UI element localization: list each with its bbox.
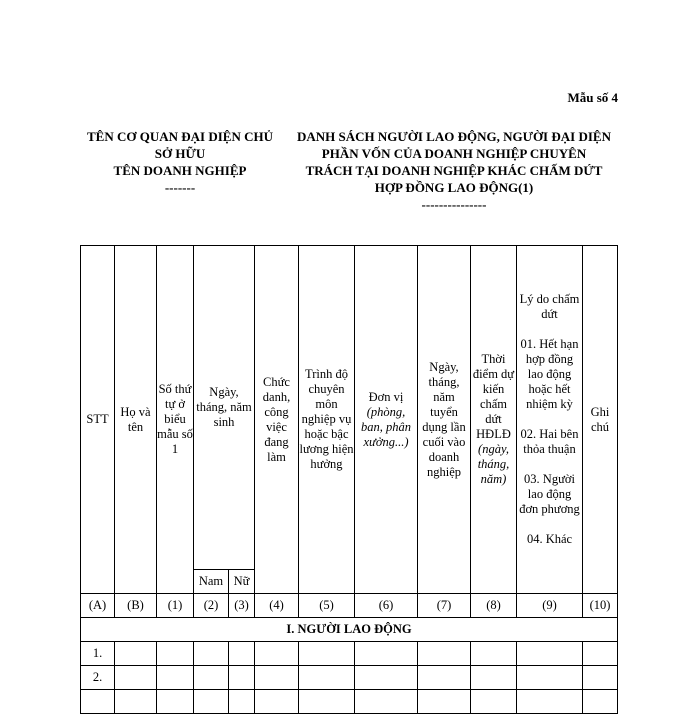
column-code-row xyxy=(81,594,618,618)
code-9: (9) xyxy=(517,594,583,618)
code-2: (2) xyxy=(194,594,229,618)
enterprise-name: TÊN DOANH NGHIỆP xyxy=(113,163,247,178)
document-title xyxy=(288,128,620,213)
header-female: Nữ xyxy=(229,570,255,594)
form-number: Mẫu số 4 xyxy=(567,90,618,105)
header-qualification: Trình độ chuyên môn nghiệp vụ hoặc bậc lương hiện hưởng xyxy=(299,246,355,594)
agency-line-2: SỞ HỮU xyxy=(154,146,206,161)
title-line-2: PHẦN VỐN CỦA DOANH NGHIỆP CHUYÊN xyxy=(321,146,587,161)
title-line-3: TRÁCH TẠI DOANH NGHIỆP KHÁC CHẤM DỨT xyxy=(305,163,603,178)
header-termination-note: (ngày, tháng, năm) xyxy=(477,442,510,486)
header-full-name: Họ và tên xyxy=(115,246,157,594)
table-row xyxy=(81,642,618,666)
header-male: Nam xyxy=(194,570,229,594)
title-line-1: DANH SÁCH NGƯỜI LAO ĐỘNG, NGƯỜI ĐẠI DIỆN xyxy=(297,129,611,144)
title-divider: --------------- xyxy=(421,197,487,212)
agency-divider: ------- xyxy=(164,180,196,195)
reason-04: 04. Khác xyxy=(526,532,573,546)
header-unit xyxy=(355,246,418,594)
table-row xyxy=(81,690,618,714)
reason-03: 03. Người lao động đơn phương xyxy=(519,472,580,516)
agency-header xyxy=(80,128,280,196)
code-5: (5) xyxy=(299,594,355,618)
header-hire-date: Ngày, tháng, năm tuyển dụng lần cuối vào doanh nghiệp xyxy=(418,246,471,594)
header-row xyxy=(81,246,618,570)
header-unit-label: Đơn vị xyxy=(368,389,404,404)
header-position: Chức danh, công việc đang làm xyxy=(255,246,299,594)
code-a: (A) xyxy=(81,594,115,618)
reason-01: 01. Hết hạn hợp đồng lao động hoặc hết nhiệm kỳ xyxy=(520,337,579,411)
code-b: (B) xyxy=(115,594,157,618)
code-7: (7) xyxy=(418,594,471,618)
header-notes: Ghi chú xyxy=(583,246,618,594)
header-date-of-birth: Ngày, tháng, năm sinh xyxy=(194,246,255,570)
header-unit-note: (phòng, ban, phân xưởng...) xyxy=(361,404,411,449)
header-form1-index: Số thứ tự ở biểu mẫu số 1 xyxy=(157,246,194,594)
code-1: (1) xyxy=(157,594,194,618)
title-line-4: HỢP ĐỒNG LAO ĐỘNG(1) xyxy=(374,180,534,195)
code-8: (8) xyxy=(471,594,517,618)
row-number: 1. xyxy=(81,642,115,666)
agency-line-1: TÊN CƠ QUAN ĐẠI DIỆN CHỦ xyxy=(87,129,273,144)
header-stt: STT xyxy=(81,246,115,594)
table-row xyxy=(81,666,618,690)
code-3: (3) xyxy=(229,594,255,618)
row-number: 2. xyxy=(81,666,115,690)
code-4: (4) xyxy=(255,594,299,618)
section-title: I. NGƯỜI LAO ĐỘNG xyxy=(81,618,618,642)
code-10: (10) xyxy=(583,594,618,618)
employee-table xyxy=(80,245,618,714)
reason-02: 02. Hai bên thỏa thuận xyxy=(520,427,579,456)
section-row xyxy=(81,618,618,642)
header-termination-reason xyxy=(517,246,583,594)
code-6: (6) xyxy=(355,594,418,618)
header-termination-label: Thời điểm dự kiến chấm dứt HĐLĐ xyxy=(472,352,515,441)
reason-title: Lý do chấm dứt xyxy=(519,292,580,321)
header-termination-date xyxy=(471,246,517,594)
